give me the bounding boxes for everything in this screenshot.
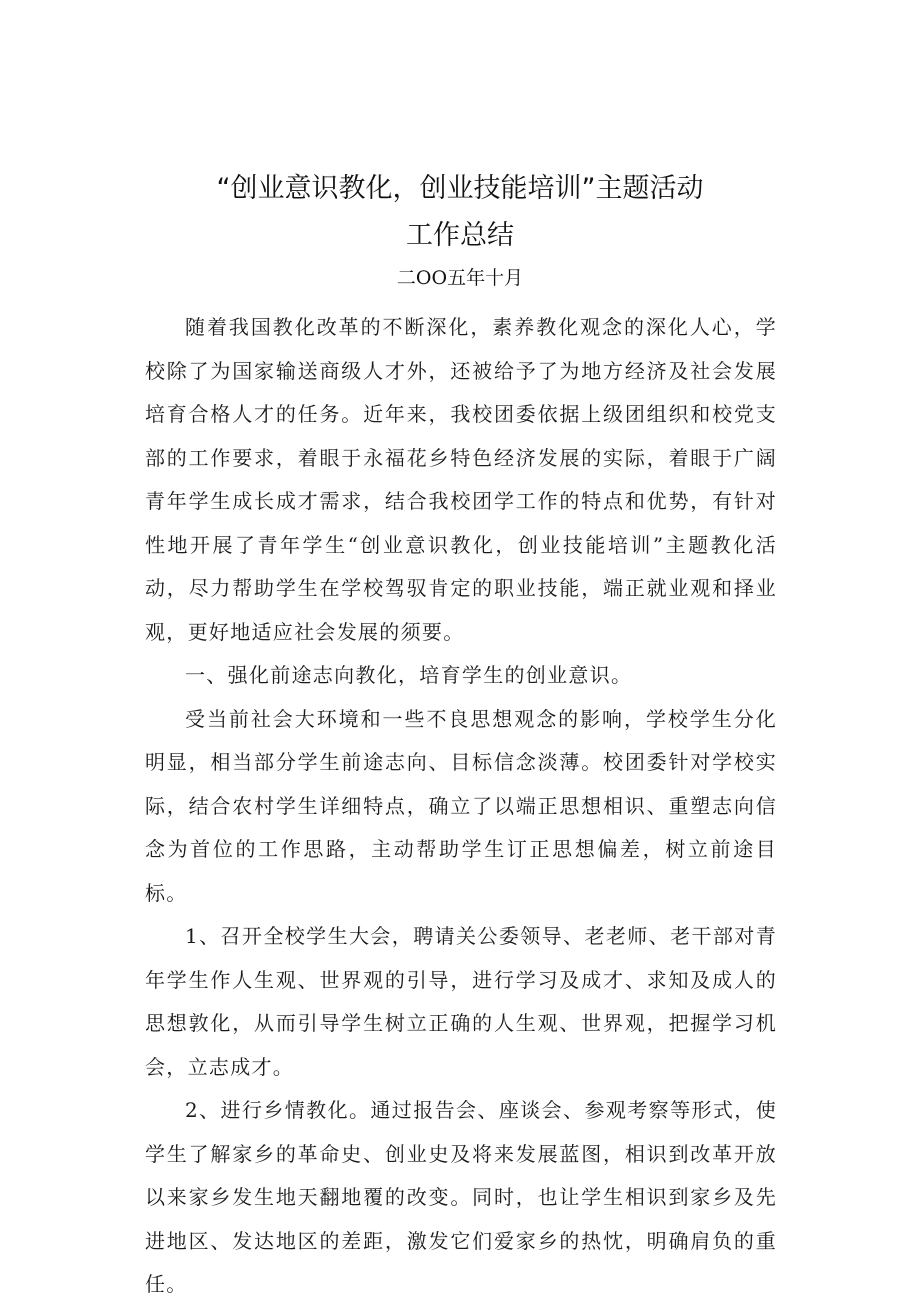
document-title-line-1: “创业意识教化，创业技能培训”主题活动 bbox=[216, 173, 704, 204]
section-heading-1: 一、强化前途志向教化，培育学生的创业意识。 bbox=[185, 663, 633, 687]
paragraph-item-1: 1、召开全校学生大会，聘请关公委领导、老老师、老干部对青年学生作人生观、世界观的引导，进行学习及成才、求知及成人的思想敦化，从而引导学生树立正确的人生观、世界观，把握学习机会，立志成才。 bbox=[145, 924, 777, 1079]
document-body bbox=[145, 306, 777, 1307]
document-date: 二OO五年十月 bbox=[396, 267, 524, 289]
paragraph-item-2: 2、进行乡情教化。通过报告会、座谈会、参观考察等形式，使学生了解家乡的革命史、创业史及将来发展蓝图，相识到改革开放以来家乡发生地天翻地覆的改变。同时，也让学生相识到家乡及先进地区、发达地区的差距，激发它们爱家乡的热忱，明确肩负的重任。 bbox=[145, 1098, 777, 1296]
document-title-line-2: 工作总结 bbox=[406, 220, 514, 251]
paragraph-intro: 随着我国教化改革的不断深化，素养教化观念的深化人心，学校除了为国家输送商级人才外，还被给予了为地方经济及社会发展培育合格人才的任务。近年来，我校团委依据上级团组织和校党支部的工作要求，着眼于永福花乡特色经济发展的实际，着眼于广阔青年学生成长成才需求，结合我校团学工作的特点和优势，有针对性地开展了青年学生“创业意识教化，创业技能培训”主题教化活动，尽力帮助学生在学校驾驭肯定的职业技能，端正就业观和择业观，更好地适应社会发展的须要。 bbox=[145, 315, 777, 644]
paragraph-section-1: 受当前社会大环境和一些不良思想观念的影响，学校学生分化明显，相当部分学生前途志向、目标信念淡薄。校团委针对学校实际，结合农村学生详细特点，确立了以端正思想相识、重塑志向信念为首位的工作思路，主动帮助学生订正思想偏差，树立前途目标。 bbox=[145, 706, 777, 905]
